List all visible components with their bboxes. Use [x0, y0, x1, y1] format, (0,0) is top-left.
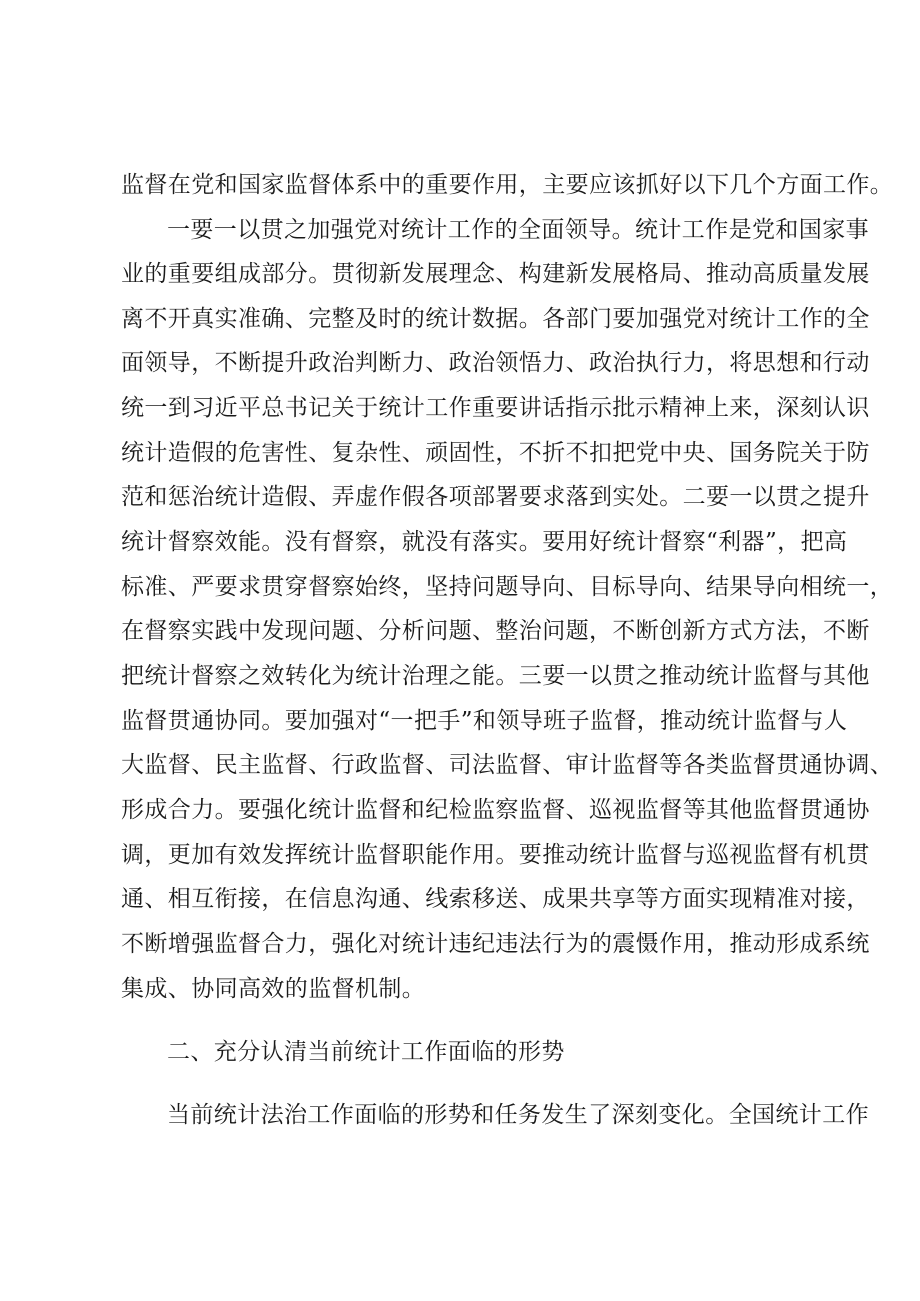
- text-line: 范和惩治统计造假、弄虚作假各项部署要求落到实处。二要一以贯之提升: [121, 484, 870, 510]
- text-line: 标准、严要求贯穿督察始终，坚持问题导向、目标导向、结果导向相统一，: [121, 574, 894, 600]
- text-line: 面领导，不断提升政治判断力、政治领悟力、政治执行力，将思想和行动: [121, 350, 870, 376]
- text-line: 业的重要组成部分。贯彻新发展理念、构建新发展格局、推动高质量发展: [121, 261, 870, 287]
- text-line: 不断增强监督合力，强化对统计违纪违法行为的震慑作用，推动形成系统: [121, 931, 870, 957]
- text-line: 通、相互衔接，在信息沟通、线索移送、成果共享等方面实现精准对接，: [121, 886, 870, 912]
- text-line: 监督在党和国家监督体系中的重要作用，主要应该抓好以下几个方面工作。: [121, 172, 894, 198]
- text-line: 集成、协同高效的监督机制。: [121, 976, 426, 1002]
- text-line: 统一到习近平总书记关于统计工作重要讲话指示批示精神上来，深刻认识: [121, 395, 870, 421]
- text-line: 统计造假的危害性、复杂性、顽固性，不折不扣把党中央、国务院关于防: [121, 440, 870, 466]
- text-line: 调，更加有效发挥统计监督职能作用。要推动统计监督与巡视监督有机贯: [121, 842, 870, 868]
- text-line: 大监督、民主监督、行政监督、司法监督、审计监督等各类监督贯通协调、: [121, 752, 894, 778]
- text-line: 把统计督察之效转化为统计治理之能。三要一以贯之推动统计监督与其他: [121, 663, 870, 689]
- text-line: 离不开真实准确、完整及时的统计数据。各部门要加强党对统计工作的全: [121, 306, 870, 332]
- section-heading: 二、充分认清当前统计工作面临的形势: [167, 1039, 565, 1065]
- paragraph-start-line: 当前统计法治工作面临的形势和任务发生了深刻变化。全国统计工作: [167, 1102, 869, 1128]
- paragraph-start-line: 一要一以贯之加强党对统计工作的全面领导。统计工作是党和国家事: [167, 217, 869, 243]
- text-line: 监督贯通协同。要加强对“一把手”和领导班子监督，推动统计监督与人: [121, 708, 848, 734]
- text-line: 统计督察效能。没有督察，就没有落实。要用好统计督察“利器”，把高: [121, 529, 848, 555]
- text-line: 在督察实践中发现问题、分析问题、整治问题，不断创新方式方法，不断: [121, 618, 870, 644]
- text-line: 形成合力。要强化统计监督和纪检监察监督、巡视监督等其他监督贯通协: [121, 797, 870, 823]
